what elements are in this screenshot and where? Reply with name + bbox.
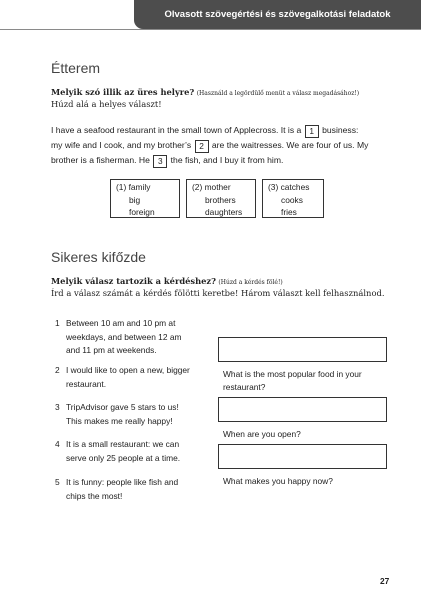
question-line: What makes you happy now? <box>223 476 333 486</box>
section2-title: Sikeres kifőzde <box>51 249 146 265</box>
option-word[interactable]: big <box>129 194 141 205</box>
section1-question-note: (Használd a legördülő menüt a válasz megadásához!) <box>196 90 360 97</box>
answer-text <box>66 401 211 428</box>
header-bar <box>134 0 421 29</box>
section1-question <box>51 87 359 97</box>
question-text-1 <box>223 368 393 393</box>
text-part: I have a seafood restaurant in the small town of Applecross. It is a <box>51 125 302 135</box>
answer-number: 1 <box>55 318 60 328</box>
question-text-2 <box>223 428 393 441</box>
section1-title: Étterem <box>51 60 101 76</box>
option-box-1[interactable] <box>110 179 180 218</box>
answer-line: chips the most! <box>66 490 123 501</box>
section2-instruction: Írd a válasz számát a kérdés fölötti keretbe! Három választ kell felhasználnod. <box>51 288 385 298</box>
text-part: are the waitresses. We are four of us. My <box>211 140 369 150</box>
answer-text <box>66 438 211 465</box>
answer-line: Between 10 am and 10 pm at <box>66 318 176 328</box>
option-word[interactable]: daughters <box>205 207 243 218</box>
answer-line: This makes me really happy! <box>66 415 173 426</box>
answer-number: 4 <box>55 439 60 449</box>
answer-text <box>66 364 211 391</box>
answer-number: 5 <box>55 477 60 487</box>
answer-drop-box-1[interactable] <box>218 337 387 362</box>
answer-line: weekdays, and between 12 am <box>66 331 182 342</box>
section1-question-text: Melyik szó illik az üres helyre? <box>51 87 195 97</box>
gap-fill-paragraph <box>51 123 381 168</box>
question-line: restaurant? <box>223 381 266 392</box>
option-label: (2) mother <box>192 182 231 192</box>
text-part: brother is a fisherman. He <box>51 155 150 165</box>
option-word[interactable]: brothers <box>205 194 236 205</box>
question-line: When are you open? <box>223 429 301 439</box>
answer-number: 3 <box>55 402 60 412</box>
gap-box-3[interactable]: 3 <box>153 155 167 168</box>
option-box-2[interactable] <box>186 179 256 218</box>
section2-question <box>51 276 283 286</box>
gap-box-2[interactable]: 2 <box>195 140 209 153</box>
answer-line: and 11 pm at weekends. <box>66 345 157 355</box>
text-part: the fish, and I buy it from him. <box>170 155 284 165</box>
text-part: business: <box>322 125 359 135</box>
answer-line: TripAdvisor gave 5 stars to us! <box>66 402 179 412</box>
header-divider <box>0 29 421 30</box>
page-number: 27 <box>380 576 390 586</box>
header-title: Olvasott szövegértési és szövegalkotási feladatok <box>164 9 391 20</box>
answer-text <box>66 317 211 358</box>
gap-box-1[interactable]: 1 <box>305 125 319 138</box>
answer-text <box>66 476 211 503</box>
question-line: What is the most popular food in your <box>223 369 362 379</box>
section2-question-note: (Húzd a kérdés fölé!) <box>218 279 283 286</box>
answer-line: It is a small restaurant: we can <box>66 439 180 449</box>
option-word[interactable]: cooks <box>281 194 303 205</box>
option-word[interactable]: fries <box>281 207 297 218</box>
answer-drop-box-3[interactable] <box>218 444 387 469</box>
option-label: (3) catches <box>268 182 310 192</box>
text-part: my wife and I cook, and my brother’s <box>51 140 192 150</box>
option-word[interactable]: foreign <box>129 207 155 218</box>
answer-line: serve only 25 people at a time. <box>66 452 181 463</box>
section2-question-text: Melyik válasz tartozik a kérdéshez? <box>51 276 216 286</box>
option-label: (1) family <box>116 182 151 192</box>
question-text-3 <box>223 475 393 488</box>
answer-number: 2 <box>55 365 60 375</box>
answer-drop-box-2[interactable] <box>218 397 387 422</box>
answer-line: restaurant. <box>66 378 107 389</box>
section1-instruction: Húzd alá a helyes választ! <box>51 99 162 109</box>
answer-line: It is funny: people like fish and <box>66 477 179 487</box>
option-box-3[interactable] <box>262 179 324 218</box>
answer-line: I would like to open a new, bigger <box>66 365 190 375</box>
